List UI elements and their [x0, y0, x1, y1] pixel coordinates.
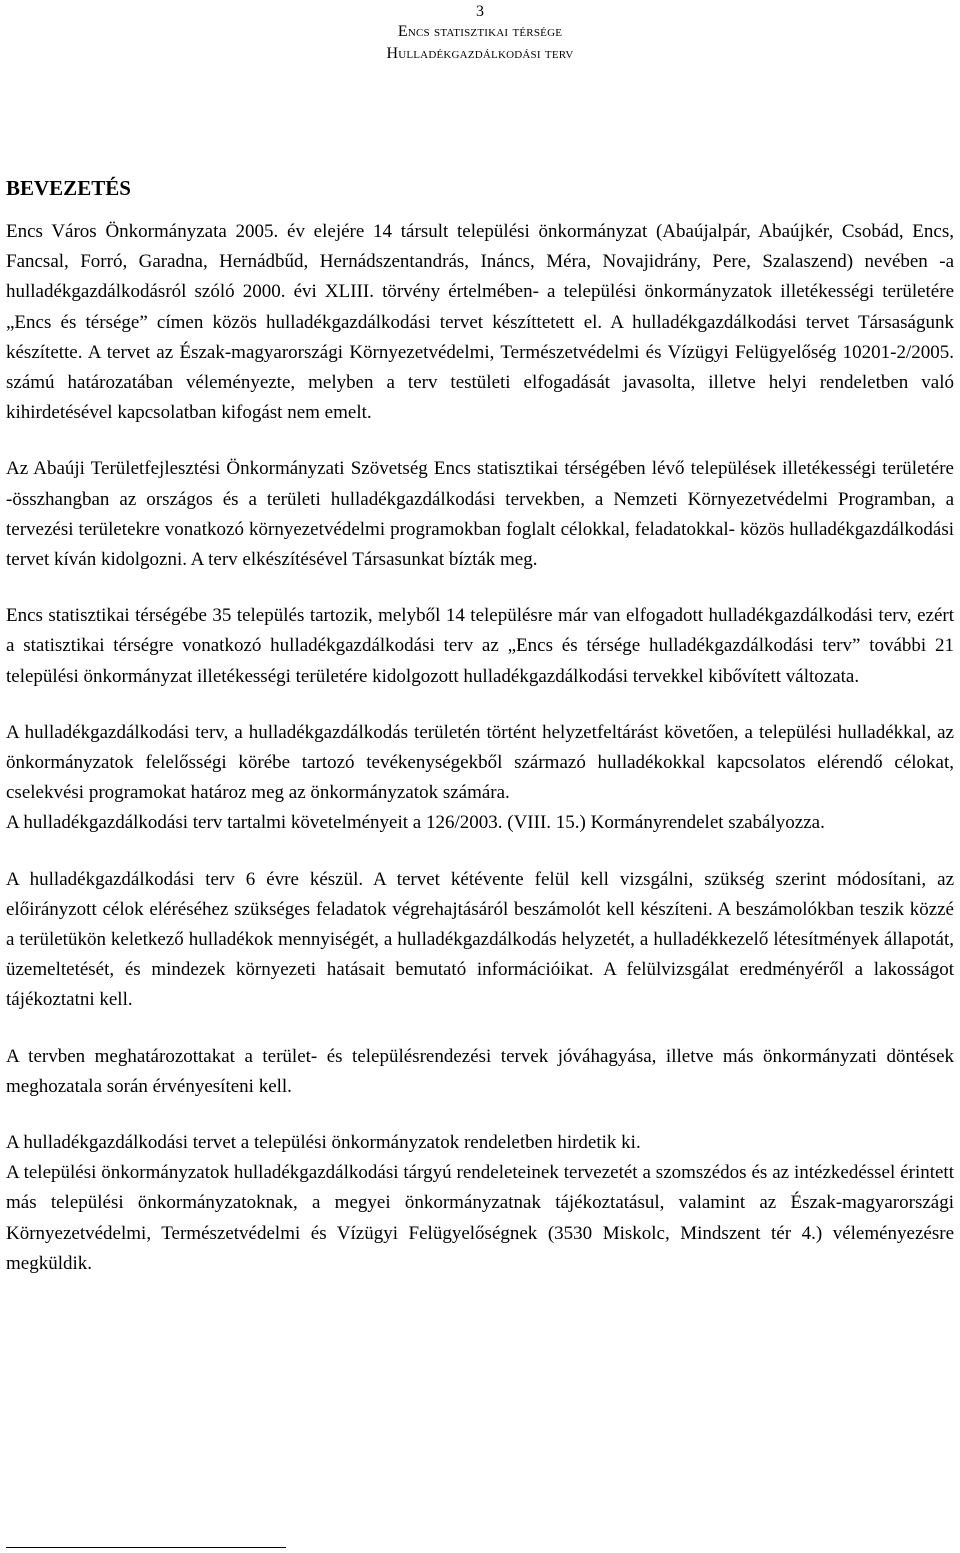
document-body — [6, 176, 954, 1279]
paragraph-intro: Encs Város Önkormányzata 2005. év elejére 14 társult települési önkormányzat (Abaújalpár, Abaújkér, Csobád, Encs, Fancsal, Forró, Garadna, Hernádbűd, Hernádszentandrás, Ináncs, Méra, Novajidrány, Pere, Szalaszend) nevében -a hulladékgazdálkodásról szóló 2000. évi XLIII. törvény értelmében- a települési önkormányzatok illetékességi területére „Encs és térsége” címen közös hulladékgazdálkodási tervet készíttetett el. A hulladékgazdálkodási tervet Társaságunk készítette. A tervet az Észak-magyarországi Környezetvédelmi, Természetvédelmi és Vízügyi Felügyelőség 10201-2/2005. számú határozatában véleményezte, melyben a terv testületi elfogadását javasolta, illetve helyi rendeletben való kihirdetésével kapcsolatban kifogást nem emelt. — [6, 221, 954, 424]
paragraph-consultation: A települési önkormányzatok hulladékgazdálkodási tárgyú rendeleteinek tervezetét a szomszédos és az intézkedéssel érintett más települési önkormányzatoknak, a megyei önkormányzatnak tájékoztatásul, valamint az Észak-magyarországi Környezetvédelmi, Természetvédelmi és Vízügyi Felügyelőségnek (3530 Miskolc, Mindszent tér 4.) véleményezésre megküldik. — [6, 1162, 954, 1274]
page-number: 3 — [476, 3, 484, 20]
header-region-title: Encs statisztikai térsége — [397, 23, 563, 40]
paragraph-promulgation: A hulladékgazdálkodási tervet a települési önkormányzatok rendeletben hirdetik ki. — [6, 1132, 641, 1154]
header-document-title: Hulladékgazdálkodási terv — [386, 45, 574, 62]
paragraph-settlements: Encs statisztikai térségébe 35 település tartozik, melyből 14 településre már van elfogadott hulladékgazdálkodási terv, ezért a statisztikai térségre vonatkozó hulladékgazdálkodási terv az „Encs és térsége hulladékgazdálkodási terv” további 21 települési önkormányzat illetékességi területére kidolgozott hulladékgazdálkodási tervekkel kibővített változata. — [6, 605, 954, 687]
page-header — [0, 0, 960, 65]
paragraph-review: A hulladékgazdálkodási terv 6 évre készül. A tervet kétévente felül kell vizsgálni, szükség szerint módosítani, az előirányzott célok eléréséhez szükséges feladatok végrehajtásáról beszámolót kell készíteni. A beszámolókban teszik közzé a területükön keletkező hulladékok mennyiségét, a hulladékgazdálkodás helyzetét, a hulladékkezelő létesítmények állapotát, üzemeltetését, és mindezek környezeti hatásait bemutató információikat. A felülvizsgálat eredményéről a lakosságot tájékoztatni kell. — [6, 868, 954, 1011]
paragraph-plan-goals: A hulladékgazdálkodási terv, a hulladékgazdálkodás területén történt helyzetfeltárást követően, a települési hulladékkal, az önkormányzatok felelősségi körébe tartozó tevékenységekből származó hulladékokkal kapcsolatos elérendő célokat, cselekvési programokat határoz meg az önkormányzatok számára. — [6, 721, 954, 804]
paragraph-regulation: A hulladékgazdálkodási terv tartalmi követelményeit a 126/2003. (VIII. 15.) Kormányrendelet szabályozza. — [6, 812, 825, 834]
section-title: BEVEZETÉS — [6, 176, 131, 200]
footer-divider — [6, 1547, 286, 1548]
paragraph-enforcement: A tervben meghatározottakat a terület- és településrendezési tervek jóváhagyása, illetve más önkormányzati döntések meghozatala során érvényesíteni kell. — [6, 1045, 954, 1097]
paragraph-association: Az Abaúji Területfejlesztési Önkormányzati Szövetség Encs statisztikai térségében lévő települések illetékességi területére -összhangban az országos és a területi hulladékgazdálkodási tervekben, a Nemzeti Környezetvédelmi Programban, a tervezési területekre vonatkozó környezetvédelmi programokban foglalt célokkal, feladatokkal- közös hulladékgazdálkodási tervet kíván kidolgozni. A terv elkészítésével Társasunkat bízták meg. — [6, 458, 954, 571]
